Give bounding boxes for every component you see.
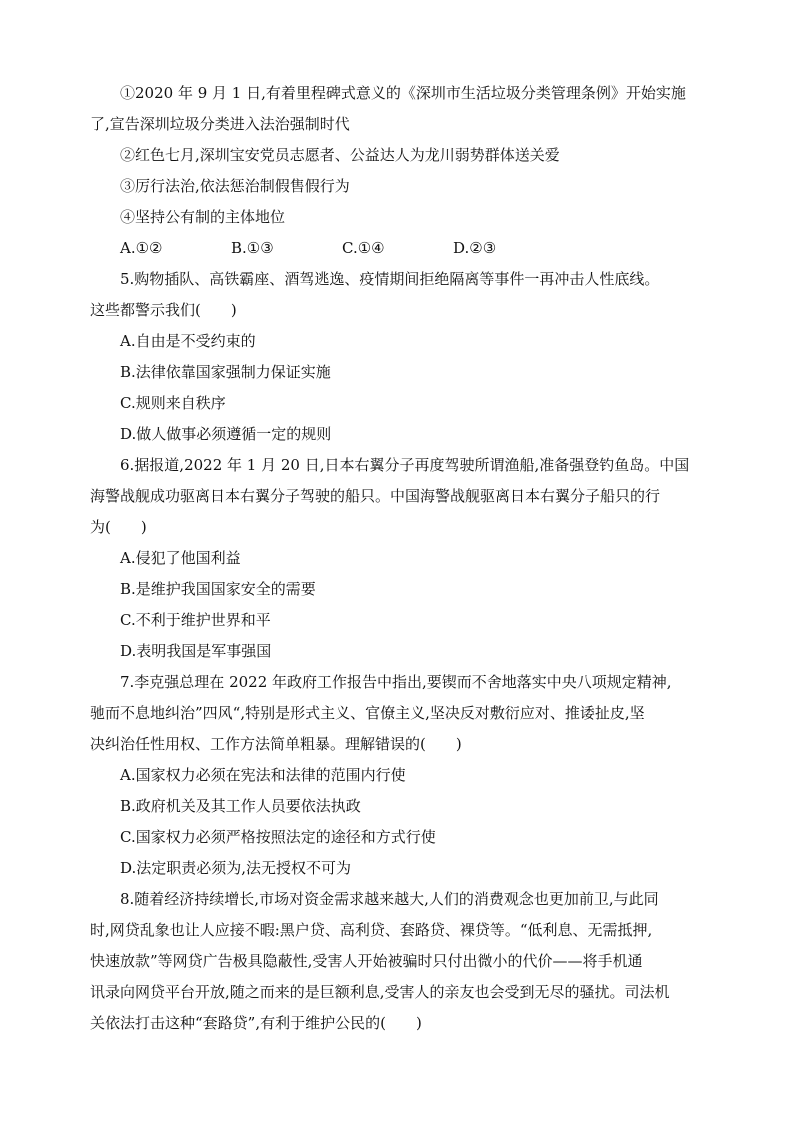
choice-a[interactable]: A.①② — [120, 239, 163, 257]
question-5 — [90, 264, 706, 450]
question-stem: 为( ) — [90, 518, 147, 536]
q4-statement-4: ④坚持公有制的主体地位 — [120, 208, 286, 226]
option-c[interactable]: C.国家权力必须严格按照法定的途径和方式行使 — [120, 828, 436, 846]
question-stem: 关依法打击这种“套路贷”,有利于维护公民的( ) — [90, 1014, 422, 1032]
option-c[interactable]: C.不利于维护世界和平 — [120, 611, 271, 629]
question-stem: 讯录向网贷平台开放,随之而来的是巨额利息,受害人的亲友也会受到无尽的骚扰。司法机 — [90, 983, 670, 1001]
option-d[interactable]: D.表明我国是军事强国 — [120, 642, 272, 660]
statement-line: 了,宣告深圳垃圾分类进入法治强制时代 — [90, 115, 350, 133]
option-b[interactable]: B.政府机关及其工作人员要依法执政 — [120, 797, 361, 815]
choice-c[interactable]: C.①④ — [342, 239, 385, 257]
question-stem: 驰而不息地纠治”四风“,特别是形式主义、官僚主义,坚决反对敷衍应对、推诿扯皮,坚 — [90, 704, 645, 722]
q4-statement-3: ③厉行法治,依法惩治制假售假行为 — [120, 177, 350, 195]
q4-statement-2: ②红色七月,深圳宝安党员志愿者、公益达人为龙川弱势群体送关爱 — [120, 146, 560, 164]
option-a[interactable]: A.国家权力必须在宪法和法律的范围内行使 — [120, 766, 406, 784]
q4-statement-1 — [90, 78, 706, 140]
option-b[interactable]: B.是维护我国国家安全的需要 — [120, 580, 316, 598]
statement-line: ①2020 年 9 月 1 日,有着里程碑式意义的《深圳市生活垃圾分类管理条例》开始实施 — [120, 84, 686, 102]
question-6 — [90, 450, 706, 667]
q4-choices — [90, 233, 706, 264]
option-a[interactable]: A.侵犯了他国利益 — [120, 549, 241, 567]
question-stem: 7.李克强总理在 2022 年政府工作报告中指出,要锲而不舍地落实中央八项规定精神, — [120, 673, 672, 691]
option-a[interactable]: A.自由是不受约束的 — [120, 332, 256, 350]
option-b[interactable]: B.法律依靠国家强制力保证实施 — [120, 363, 331, 381]
choice-d[interactable]: D.②③ — [453, 239, 497, 257]
choice-b[interactable]: B.①③ — [231, 239, 274, 257]
option-d[interactable]: D.法定职责必须为,法无授权不可为 — [120, 859, 352, 877]
question-7 — [90, 667, 706, 884]
question-stem: 6.据报道,2022 年 1 月 20 日,日本右翼分子再度驾驶所谓渔船,准备强登钓鱼岛。中国 — [120, 456, 690, 474]
option-c[interactable]: C.规则来自秩序 — [120, 394, 226, 412]
question-stem: 5.购物插队、高铁霸座、酒驾逃逸、疫情期间拒绝隔离等事件一再冲击人性底线。 — [120, 270, 660, 288]
question-stem: 海警战舰成功驱离日本右翼分子驾驶的船只。中国海警战舰驱离日本右翼分子船只的行 — [90, 487, 661, 505]
option-d[interactable]: D.做人做事必须遵循一定的规则 — [120, 425, 332, 443]
question-8 — [90, 884, 706, 1039]
question-stem: 8.随着经济持续增长,市场对资金需求越来越大,人们的消费观念也更加前卫,与此同 — [120, 890, 659, 908]
question-stem: 这些都警示我们( ) — [90, 301, 237, 319]
question-stem: 时,网贷乱象也让人应接不暇:黑户贷、高利贷、套路贷、裸贷等。“低利息、无需抵押, — [90, 921, 653, 939]
exam-page — [90, 78, 706, 1039]
question-stem: 决纠治任性用权、工作方法简单粗暴。理解错误的( ) — [90, 735, 462, 753]
question-stem: 快速放款”等网贷广告极具隐蔽性,受害人开始被骗时只付出微小的代价——将手机通 — [90, 952, 643, 970]
